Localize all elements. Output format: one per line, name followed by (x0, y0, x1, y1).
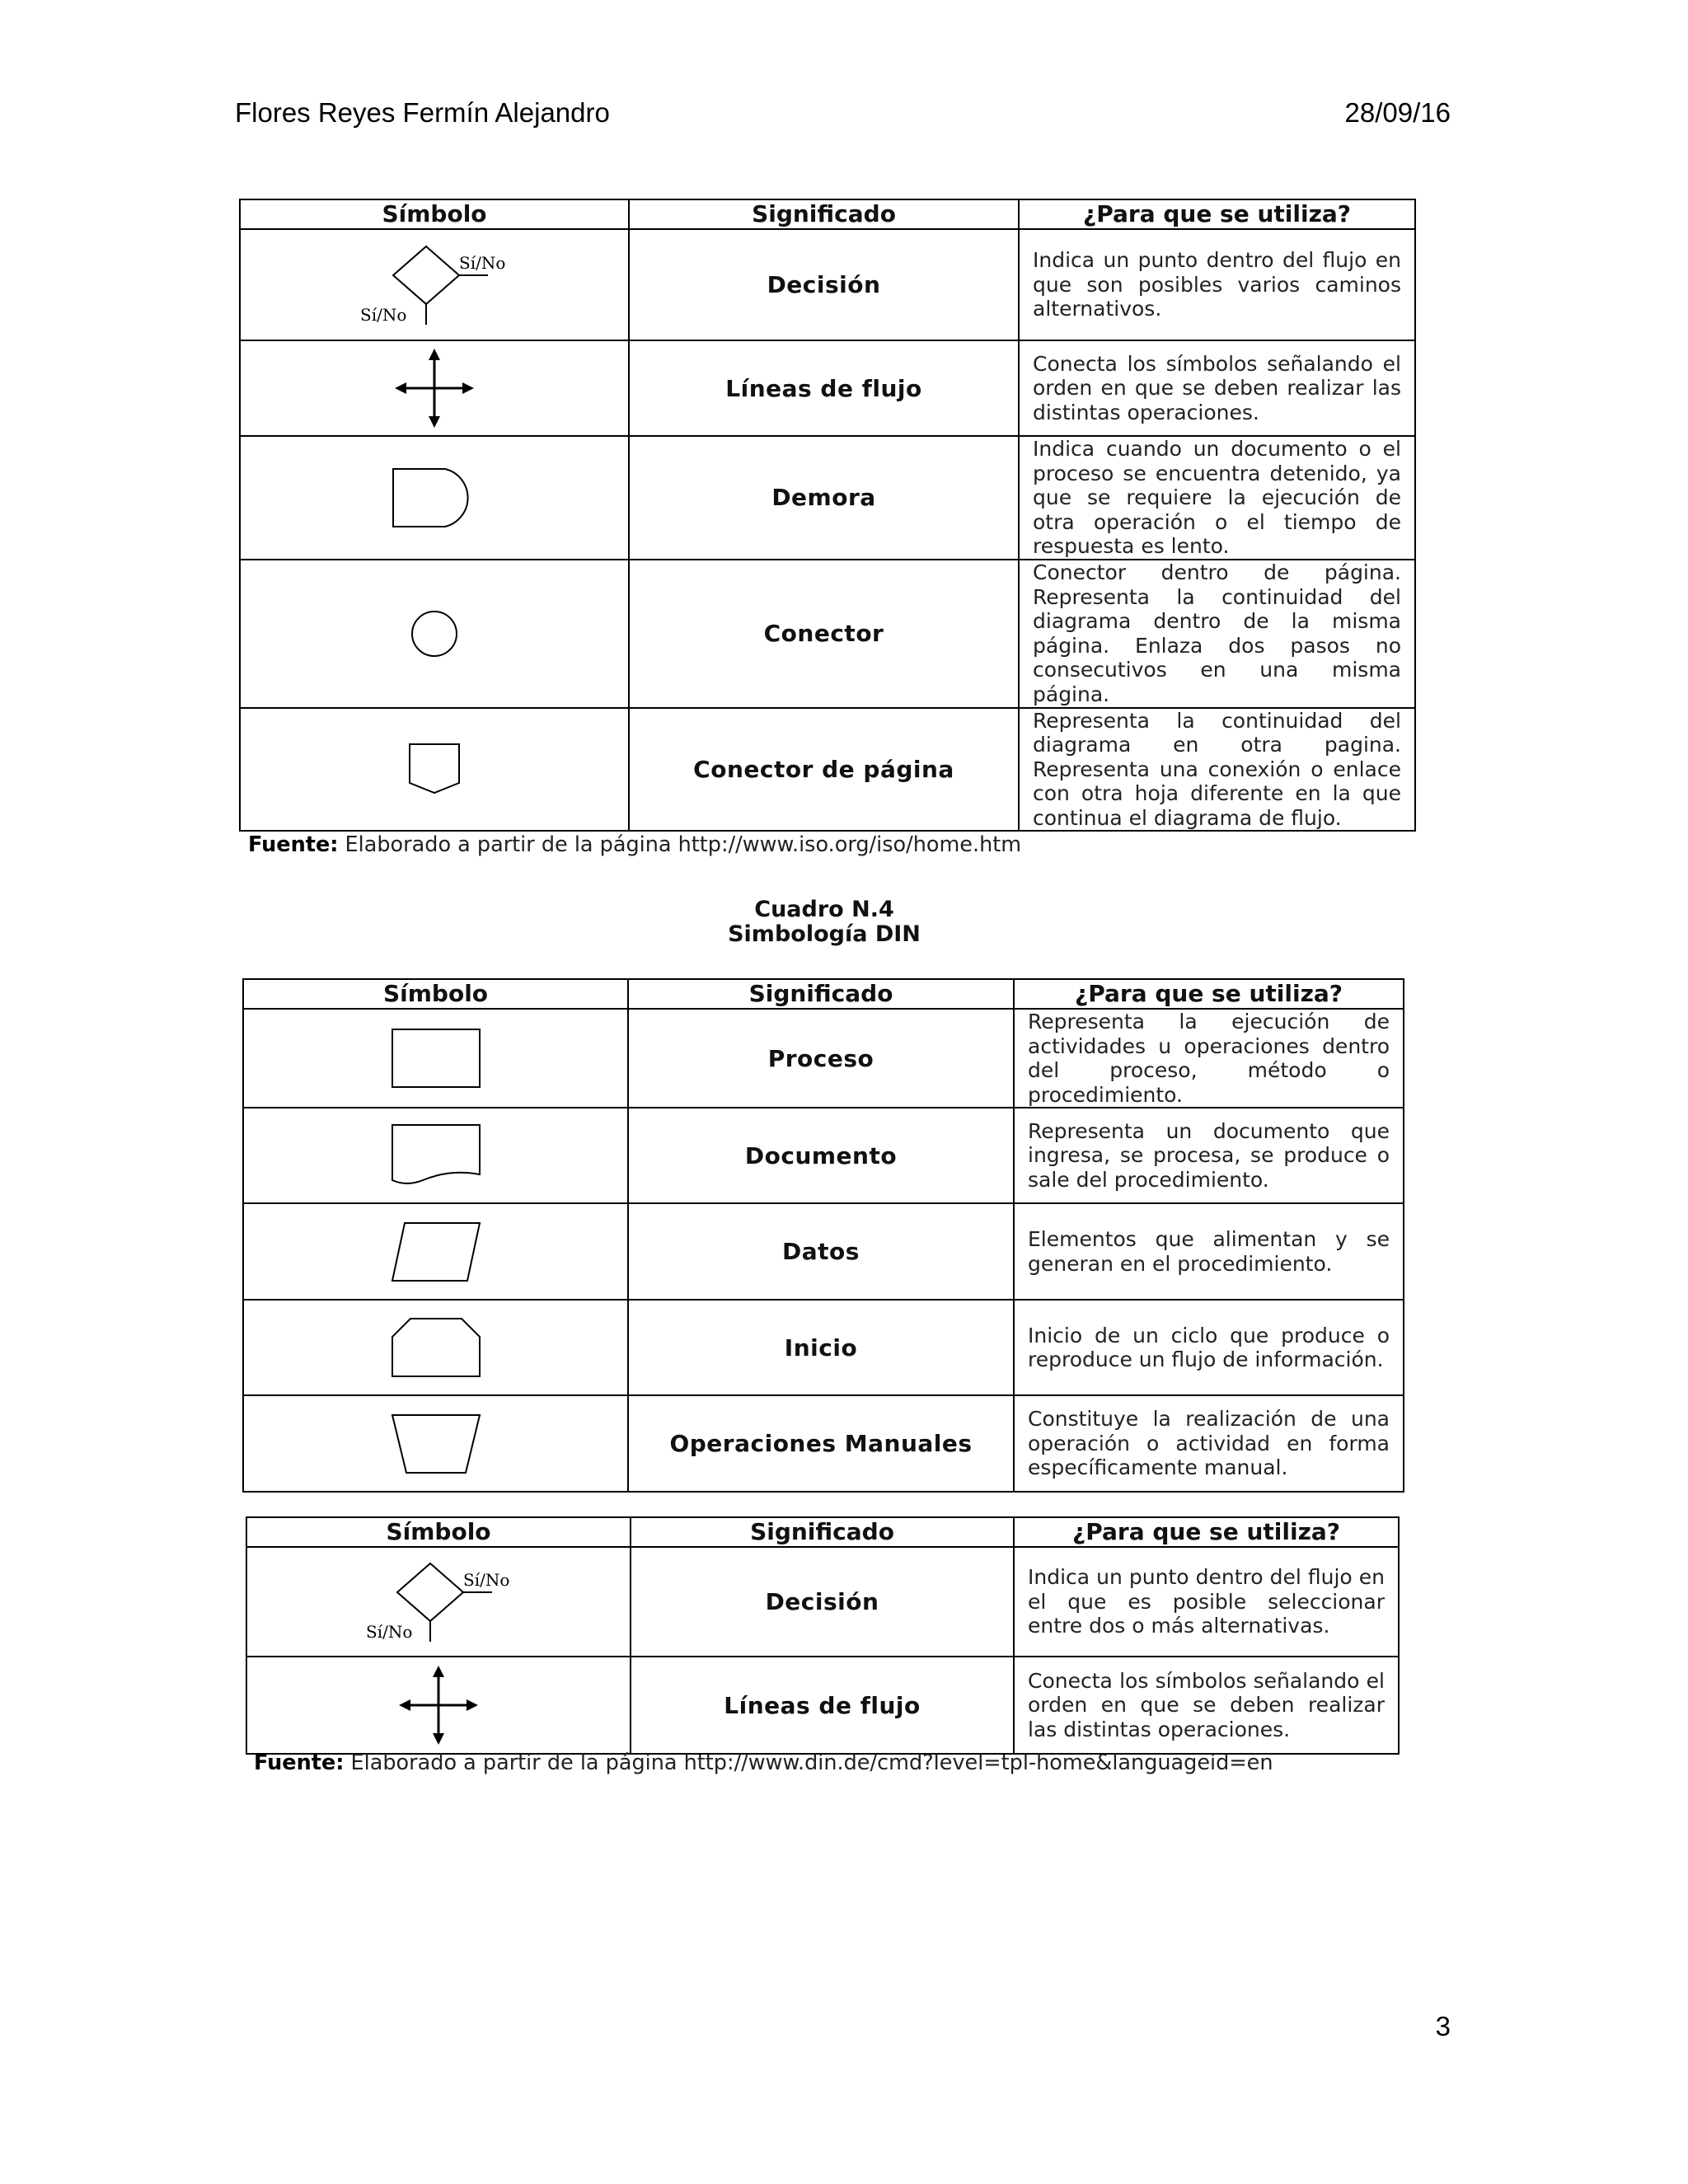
delay-icon (389, 465, 480, 531)
use-cell: Indica un punto dentro del flujo en que son posibles varios caminos alternativos. (1019, 229, 1415, 340)
meaning-cell: Líneas de flujo (631, 1657, 1014, 1754)
table-row (243, 1108, 1404, 1203)
meaning-cell: Decisión (631, 1547, 1014, 1657)
symbol-cell (240, 340, 629, 436)
table-row (243, 1009, 1404, 1108)
symbol-cell (240, 229, 629, 340)
table-row (240, 340, 1415, 436)
use-cell: Indica cuando un documento o el proceso se encuentra detenido, ya que se requiere la ejecución de otra operación o el tiempo de respuesta es lento. (1019, 436, 1415, 560)
process-rect-icon (390, 1027, 482, 1090)
data-parallelogram-icon (390, 1221, 482, 1283)
meaning-cell: Conector (629, 560, 1019, 708)
column-header-use: ¿Para que se utiliza? (1019, 199, 1415, 229)
meaning-cell: Proceso (628, 1009, 1014, 1108)
column-header-symbol: Símbolo (243, 979, 628, 1009)
column-header-use: ¿Para que se utiliza? (1014, 1517, 1399, 1547)
table-row (240, 560, 1415, 708)
header-author: Flores Reyes Fermín Alejandro (235, 97, 610, 128)
meaning-cell: Documento (628, 1108, 1014, 1203)
decision-diamond-icon (344, 240, 525, 330)
symbol-cell (243, 1203, 628, 1300)
symbol-cell (243, 1395, 628, 1492)
start-shape-icon (390, 1316, 482, 1379)
din-symbols-table (242, 978, 1404, 1493)
table-row (243, 1203, 1404, 1300)
symbol-cell (240, 560, 629, 708)
connector-circle-icon (408, 607, 461, 660)
source-text: Elaborado a partir de la página http://www.din.de/cmd?level=tpl-home&languageid=en (344, 1750, 1273, 1775)
flow-arrows-icon (393, 347, 476, 429)
table-row (240, 708, 1415, 832)
meaning-cell: Decisión (629, 229, 1019, 340)
column-header-use: ¿Para que se utiliza? (1014, 979, 1404, 1009)
decision-label-right: Sí/No (463, 1569, 510, 1590)
use-cell: Representa un documento que ingresa, se procesa, se produce o sale del procedimiento. (1014, 1108, 1404, 1203)
source-text: Elaborado a partir de la página http://www.iso.org/iso/home.htm (338, 832, 1022, 857)
meaning-cell: Líneas de flujo (629, 340, 1019, 436)
table-row (243, 1300, 1404, 1395)
column-header-meaning: Significado (629, 199, 1019, 229)
symbol-cell (246, 1657, 631, 1754)
table-row (243, 1395, 1404, 1492)
use-cell: Representa la ejecución de actividades u operaciones dentro del proceso, método o procedimiento. (1014, 1009, 1404, 1108)
document-icon (390, 1122, 482, 1188)
caption-title: Simbología DIN (728, 921, 921, 947)
use-cell: Indica un punto dentro del flujo en el que es posible seleccionar entre dos o más alternativas. (1014, 1547, 1399, 1657)
decision-diamond-icon (348, 1557, 529, 1647)
iso-source-note (248, 832, 1021, 857)
meaning-cell: Operaciones Manuales (628, 1395, 1014, 1492)
flow-arrows-icon (397, 1664, 480, 1746)
din-source-note (254, 1750, 1273, 1775)
decision-label-right: Sí/No (459, 252, 506, 273)
use-cell: Conecta los símbolos señalando el orden en que se deben realizar las distintas operaciones. (1019, 340, 1415, 436)
header-date: 28/09/16 (1344, 97, 1451, 128)
table-row (240, 436, 1415, 560)
symbol-cell (240, 436, 629, 560)
decision-label-bottom: Sí/No (366, 1621, 413, 1642)
din-symbols-table-continued (246, 1516, 1400, 1755)
table-row (240, 229, 1415, 340)
use-cell: Inicio de un ciclo que produce o reproduce un flujo de información. (1014, 1300, 1404, 1395)
symbol-cell (243, 1300, 628, 1395)
use-cell: Conecta los símbolos señalando el orden en que se deben realizar las distintas operaciones. (1014, 1657, 1399, 1754)
source-label: Fuente: (248, 832, 339, 857)
decision-label-bottom: Sí/No (360, 304, 407, 325)
table-header-row (240, 199, 1415, 229)
column-header-meaning: Significado (628, 979, 1014, 1009)
caption-number: Cuadro N.4 (754, 897, 894, 922)
source-label: Fuente: (254, 1750, 345, 1775)
manual-trapezoid-icon (390, 1413, 482, 1475)
table-header-row (243, 979, 1404, 1009)
column-header-symbol: Símbolo (240, 199, 629, 229)
meaning-cell: Datos (628, 1203, 1014, 1300)
symbol-cell (240, 708, 629, 832)
table-header-row (246, 1517, 1399, 1547)
table-row (246, 1657, 1399, 1754)
meaning-cell: Inicio (628, 1300, 1014, 1395)
use-cell: Elementos que alimentan y se generan en el procedimiento. (1014, 1203, 1404, 1300)
symbol-cell (243, 1108, 628, 1203)
symbol-cell (246, 1547, 631, 1657)
meaning-cell: Demora (629, 436, 1019, 560)
table-caption (701, 898, 948, 947)
column-header-symbol: Símbolo (246, 1517, 631, 1547)
table-row (246, 1547, 1399, 1657)
page-number: 3 (1435, 2011, 1451, 2041)
meaning-cell: Conector de página (629, 708, 1019, 832)
iso-symbols-table (239, 199, 1416, 832)
use-cell: Constituye la realización de una operación o actividad en forma específicamente manual. (1014, 1395, 1404, 1492)
use-cell: Representa la continuidad del diagrama en otra pagina. Representa una conexión o enlace con otra hoja diferente en la que continua el diagrama de flujo. (1019, 708, 1415, 832)
column-header-meaning: Significado (631, 1517, 1014, 1547)
symbol-cell (243, 1009, 628, 1108)
offpage-connector-icon (406, 740, 463, 798)
use-cell: Conector dentro de página. Representa la continuidad del diagrama dentro de la misma página. Enlaza dos pasos no consecutivos en una misma página. (1019, 560, 1415, 708)
